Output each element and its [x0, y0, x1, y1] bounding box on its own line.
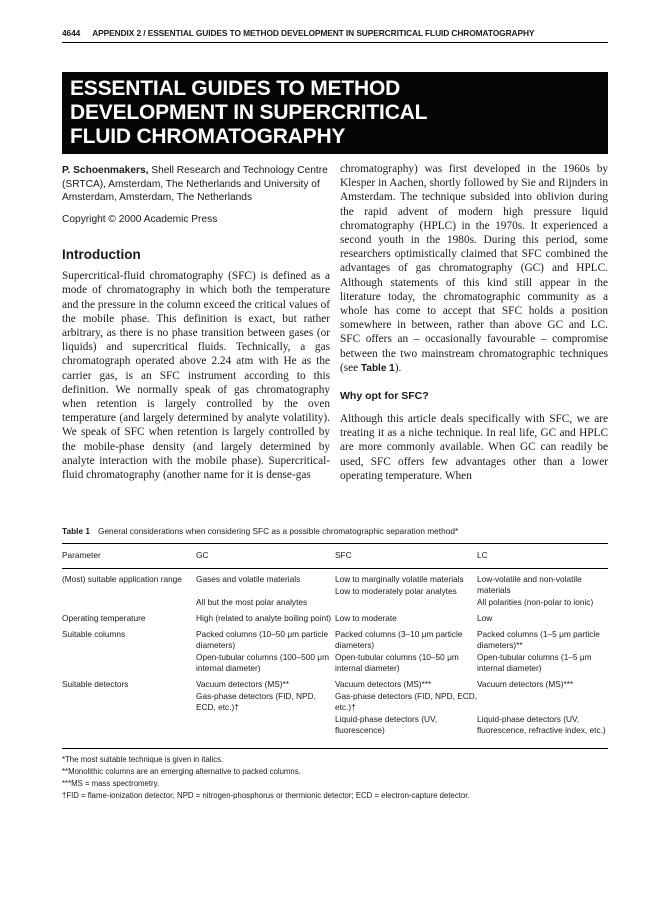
cell-gc: High (related to analyte boiling point)	[196, 613, 332, 623]
cell-line: Gas-phase detectors (FID, NPD, ECD, etc.)†	[196, 691, 316, 712]
cell-line: Low to moderately polar analytes	[335, 586, 457, 596]
cell-line: Low to marginally volatile materials	[335, 574, 464, 584]
right-column	[340, 162, 608, 483]
continuation-text: chromatography) was first developed in the 1960s by Klesper in Aachen, shortly followed by Sie and Rijnders in Amsterdam. The technique subsided into oblivion during the rapid advent of modern high pressure liquid chromatography (HPLC) in the 1970s. It experienced a second youth in the 1980s. During this period, some researchers optimistically claimed that SFC combined the advantages of gas chromatography (GC) and HPLC. Although statements of this kind still appear in the literature today, the chromatographic community as a whole has come to accept that SFC holds a position somewhere in between, rather than above GC and LC. SFC offers an – occasionally favourable – compromise between the two mainstream chromatographic techniques (see	[340, 163, 608, 374]
cell-line: Vacuum detectors (MS)***	[335, 679, 432, 689]
article-title	[70, 77, 600, 149]
cell-lc	[477, 574, 608, 608]
cell-line: Vacuum detectors (MS)***	[477, 679, 574, 689]
row-parameter: (Most) suitable application range	[62, 574, 182, 584]
cell-sfc	[335, 629, 477, 674]
table-row	[62, 624, 608, 674]
author-affiliation: Shell Research and Technology Centre (SRTCA), Amsterdam, The Netherlands and University of Amsterdam, Amsterdam, The Netherlands	[62, 165, 328, 204]
cell-line: Packed columns (10–50 μm particle diameters)	[196, 629, 329, 650]
why-sfc-heading: Why opt for SFC?	[340, 390, 429, 403]
article-title-line-1: ESSENTIAL GUIDES TO METHOD	[70, 77, 401, 100]
cell-lc: Low	[477, 613, 493, 623]
left-column	[62, 164, 330, 482]
cell-gc	[196, 679, 335, 736]
table-reference[interactable]: Table 1	[361, 362, 395, 374]
introduction-heading: Introduction	[62, 247, 141, 263]
row-parameter: Operating temperature	[62, 613, 146, 623]
article-title-line-2: DEVELOPMENT IN SUPERCRITICAL	[70, 101, 428, 124]
cell-line: Gases and volatile materials	[196, 574, 301, 584]
introduction-continuation	[340, 162, 608, 376]
row-parameter: Suitable columns	[62, 629, 126, 639]
header-lc: LC	[477, 550, 488, 560]
running-head-title: APPENDIX 2 / ESSENTIAL GUIDES TO METHOD DEVELOPMENT IN SUPERCRITICAL FLUID CHROMATOGRAPHY	[92, 28, 535, 38]
cell-line: Packed columns (3–10 μm particle diameters)	[335, 629, 463, 650]
table-row	[62, 569, 608, 608]
cell-lc	[477, 629, 608, 674]
cell-line: Gas-phase detectors (FID, NPD, ECD, etc.)†	[335, 691, 478, 712]
cell-sfc	[335, 679, 477, 736]
cell-gc	[196, 629, 335, 674]
cell-sfc: Low to moderate	[335, 613, 397, 623]
cell-line: Vacuum detectors (MS)**	[196, 679, 289, 689]
copyright-notice: Copyright © 2000 Academic Press	[62, 214, 218, 226]
header-parameter: Parameter	[62, 550, 101, 560]
cell-line: Liquid-phase detectors (UV, fluorescence)	[335, 714, 438, 735]
table-caption-text: General considerations when considering SFC as a possible chromatographic separation method*	[97, 526, 459, 536]
cell-gc	[196, 574, 335, 608]
introduction-paragraph: Supercritical-fluid chromatography (SFC) is defined as a mode of chromatography in which both the temperature and the pressure in the column exceed the critical values of the mobile phase. This definition is exact, but rather arbitrary, as there is no phase transition between gases (or liquids) and supercritical fluids. Technically, a gas chromatograph operated above 2.24 atm with He as the carrier gas, is an SFC instrument according to this definition. We normally speak of gas chromatography when retention is largely controlled by the oven temperature (and largely determined by analyte volatility). We speak of SFC when retention is largely controlled by the mobile-phase density (and largely determined by analyte interaction with the mobile phase). Supercritical-fluid chromatography (another name for it is dense-gas	[62, 270, 330, 481]
cell-line: Packed columns (1–5 μm particle diameters)**	[477, 629, 600, 650]
cell-line: All polarities (non-polar to ionic)	[477, 597, 594, 607]
author-name: P. Schoenmakers,	[62, 165, 149, 176]
page-number: 4644	[62, 28, 81, 38]
table-label: Table 1	[62, 526, 90, 536]
article-title-band	[62, 72, 608, 154]
author-block	[62, 164, 330, 205]
cell-sfc	[335, 574, 477, 608]
cell-lc	[477, 679, 608, 736]
footnote: †FID = flame-ionization detector; NPD = nitrogen-phosphorus or thermionic detector; ECD = electron-capture detector.	[62, 791, 470, 800]
article-title-line-3: FLUID CHROMATOGRAPHY	[70, 125, 346, 148]
header-gc: GC	[196, 550, 209, 560]
table-footnotes	[62, 754, 608, 802]
table-caption	[62, 526, 608, 536]
header-sfc: SFC	[335, 550, 352, 560]
cell-line: Open-tubular columns (100–500 μm internal diameter)	[196, 652, 329, 673]
table-row	[62, 608, 608, 624]
table-row	[62, 674, 608, 736]
footnote: *The most suitable technique is given in italics.	[62, 755, 224, 764]
cell-line: Open-tubular columns (1–5 μm internal diameter)	[477, 652, 592, 673]
cell-line: Open-tubular columns (10–50 μm internal diameter)	[335, 652, 459, 673]
cell-line: All but the most polar analytes	[196, 597, 308, 607]
row-parameter: Suitable detectors	[62, 679, 129, 689]
table-1	[62, 526, 608, 802]
continuation-end: ).	[394, 361, 402, 374]
table-header-row	[62, 544, 608, 568]
footnote: **Monolithic columns are an emerging alternative to packed columns.	[62, 767, 301, 776]
cell-line: Low-volatile and non-volatile materials	[477, 574, 582, 595]
why-sfc-paragraph: Although this article deals specifically with SFC, we are treating it as a niche technique. In real life, GC and HPLC are more commonly available. When GC can readily be used, SFC offers few advantages other than a lower operating temperature. When	[340, 413, 608, 482]
running-head	[62, 28, 608, 38]
cell-line: Liquid-phase detectors (UV, fluorescence, refractive index, etc.)	[477, 714, 606, 735]
table-bottom-rule	[62, 748, 608, 749]
running-head-rule	[62, 42, 608, 43]
footnote: ***MS = mass spectrometry.	[62, 779, 160, 788]
